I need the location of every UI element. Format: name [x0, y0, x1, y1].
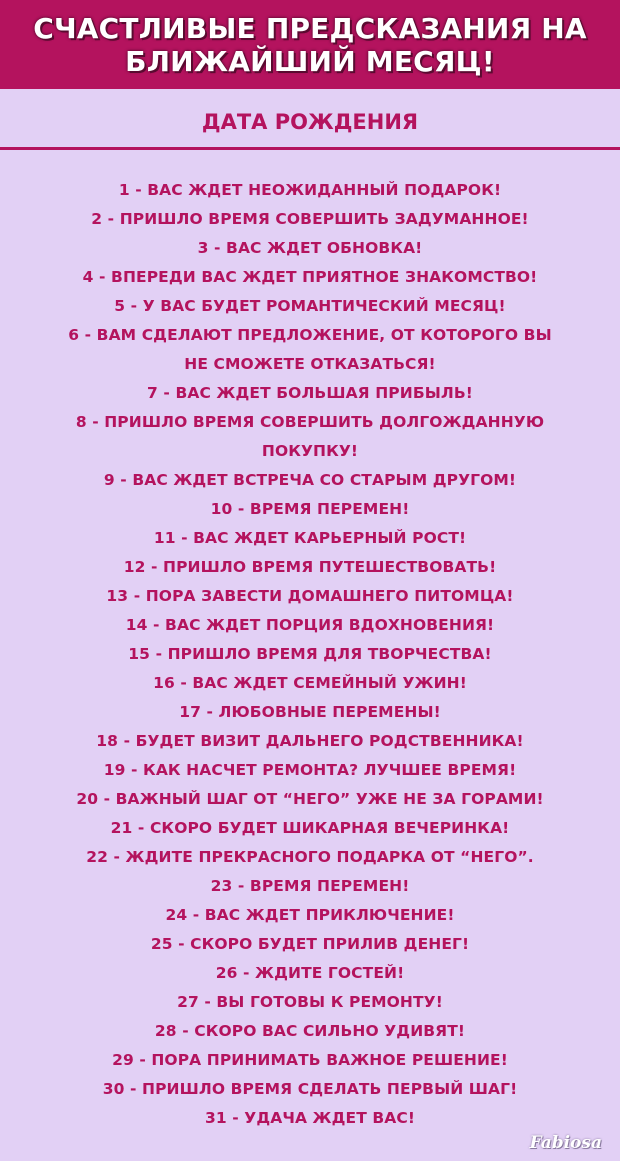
header-banner [0, 0, 620, 89]
list-item: 1 - ВАС ЖДЕТ НЕОЖИДАННЫЙ ПОДАРОК! [118, 181, 502, 199]
list-item: 20 - ВАЖНЫЙ ШАГ ОТ “НЕГО” УЖЕ НЕ ЗА ГОРАМИ! [76, 790, 544, 808]
list-item: 26 - ЖДИТЕ ГОСТЕЙ! [215, 964, 405, 982]
list-item: 2 - ПРИШЛО ВРЕМЯ СОВЕРШИТЬ ЗАДУМАННОЕ! [91, 210, 529, 228]
list-item: 27 - ВЫ ГОТОВЫ К РЕМОНТУ! [177, 993, 443, 1011]
predictions-list [0, 176, 620, 1133]
title-line-1: СЧАСТЛИВЫЕ ПРЕДСКАЗАНИЯ НА [33, 11, 587, 45]
list-item: 21 - СКОРО БУДЕТ ШИКАРНАЯ ВЕЧЕРИНКА! [110, 819, 510, 837]
list-item: 8 - ПРИШЛО ВРЕМЯ СОВЕРШИТЬ ДОЛГОЖДАННУЮ [75, 413, 545, 431]
page-title [25, 12, 595, 78]
list-item: 7 - ВАС ЖДЕТ БОЛЬШАЯ ПРИБЫЛЬ! [147, 384, 473, 402]
list-item: 29 - ПОРА ПРИНИМАТЬ ВАЖНОЕ РЕШЕНИЕ! [112, 1051, 508, 1069]
list-item: 31 - УДАЧА ЖДЕТ ВАС! [204, 1109, 416, 1127]
list-item: 5 - У ВАС БУДЕТ РОМАНТИЧЕСКИЙ МЕСЯЦ! [114, 297, 506, 315]
fabiosa-logo: Fabiosa [529, 1133, 602, 1153]
list-item: 4 - ВПЕРЕДИ ВАС ЖДЕТ ПРИЯТНОЕ ЗНАКОМСТВО! [82, 268, 538, 286]
list-item: 10 - ВРЕМЯ ПЕРЕМЕН! [210, 500, 410, 518]
title-line-2: БЛИЖАЙШИЙ МЕСЯЦ! [125, 44, 495, 78]
list-item: 18 - БУДЕТ ВИЗИТ ДАЛЬНЕГО РОДСТВЕННИКА! [96, 732, 524, 750]
list-item: 13 - ПОРА ЗАВЕСТИ ДОМАШНЕГО ПИТОМЦА! [106, 587, 514, 605]
list-item: 28 - СКОРО ВАС СИЛЬНО УДИВЯТ! [154, 1022, 466, 1040]
list-item: 11 - ВАС ЖДЕТ КАРЬЕРНЫЙ РОСТ! [153, 529, 467, 547]
section-heading: ДАТА РОЖДЕНИЯ [201, 110, 419, 134]
list-item: 12 - ПРИШЛО ВРЕМЯ ПУТЕШЕСТВОВАТЬ! [123, 558, 497, 576]
list-item: 25 - СКОРО БУДЕТ ПРИЛИВ ДЕНЕГ! [150, 935, 470, 953]
list-item: 30 - ПРИШЛО ВРЕМЯ СДЕЛАТЬ ПЕРВЫЙ ШАГ! [102, 1080, 518, 1098]
list-item: 14 - ВАС ЖДЕТ ПОРЦИЯ ВДОХНОВЕНИЯ! [125, 616, 495, 634]
list-item: 16 - ВАС ЖДЕТ СЕМЕЙНЫЙ УЖИН! [153, 674, 467, 692]
list-item: 3 - ВАС ЖДЕТ ОБНОВКА! [197, 239, 423, 257]
divider [0, 147, 620, 150]
list-item: 22 - ЖДИТЕ ПРЕКРАСНОГО ПОДАРКА ОТ “НЕГО”. [86, 848, 534, 866]
list-item: 9 - ВАС ЖДЕТ ВСТРЕЧА СО СТАРЫМ ДРУГОМ! [103, 471, 517, 489]
list-item: 24 - ВАС ЖДЕТ ПРИКЛЮЧЕНИЕ! [165, 906, 455, 924]
list-item: 15 - ПРИШЛО ВРЕМЯ ДЛЯ ТВОРЧЕСТВА! [128, 645, 492, 663]
list-item: 17 - ЛЮБОВНЫЕ ПЕРЕМЕНЫ! [179, 703, 441, 721]
list-item: НЕ СМОЖЕТЕ ОТКАЗАТЬСЯ! [184, 355, 436, 373]
list-item: 6 - ВАМ СДЕЛАЮТ ПРЕДЛОЖЕНИЕ, ОТ КОТОРОГО ВЫ [68, 326, 552, 344]
list-item: ПОКУПКУ! [261, 442, 359, 460]
list-item: 19 - КАК НАСЧЕТ РЕМОНТА? ЛУЧШЕЕ ВРЕМЯ! [103, 761, 517, 779]
list-item: 23 - ВРЕМЯ ПЕРЕМЕН! [210, 877, 410, 895]
